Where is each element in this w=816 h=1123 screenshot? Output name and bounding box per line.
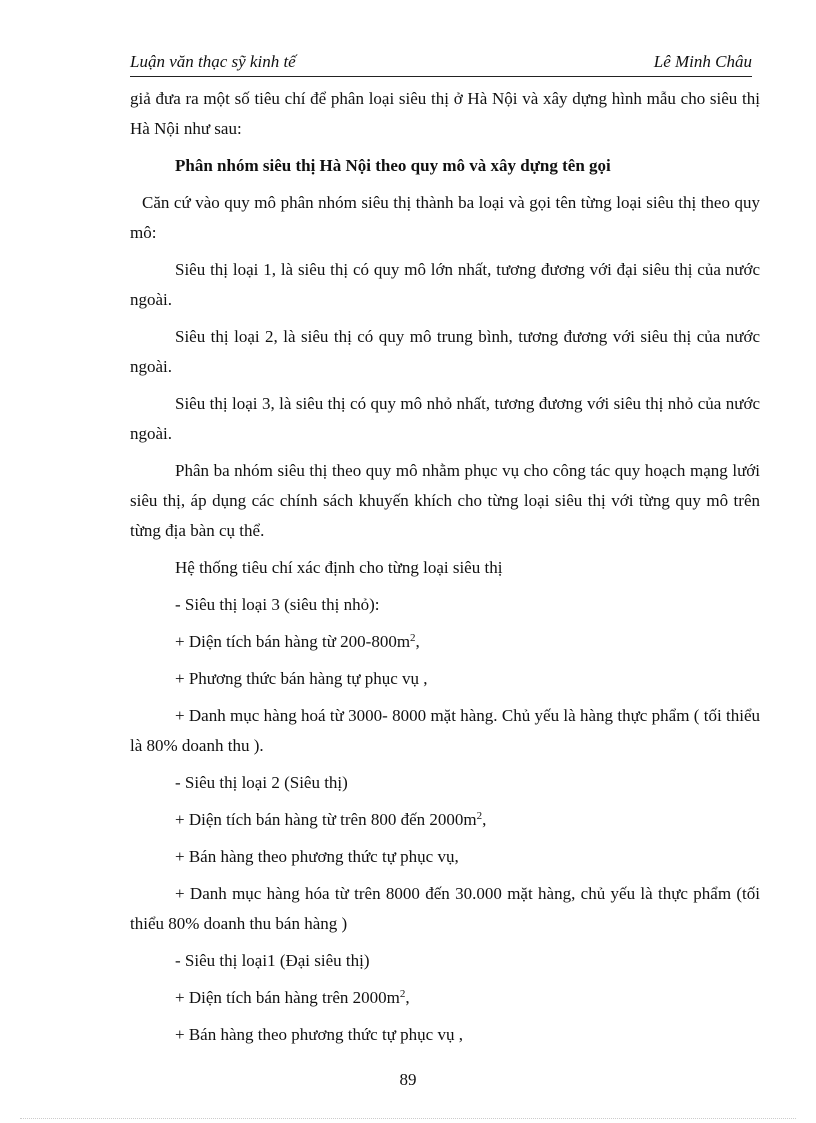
list-item-method-3: + Phương thức bán hàng tự phục vụ ,: [175, 669, 428, 688]
paragraph-type-2: Siêu thị loại 2, là siêu thị có quy mô trung bình, tương đương với siêu thị của nước ngoài.: [130, 327, 760, 376]
paragraph-purpose: Phân ba nhóm siêu thị theo quy mô nhằm phục vụ cho công tác quy hoạch mạng lưới siêu thị, áp dụng các chính sách khuyến khích cho từng loại siêu thị với từng quy mô trên từng địa bàn cụ thể.: [130, 461, 760, 540]
area-3-comma: ,: [415, 632, 420, 651]
list-item-method-2: + Bán hàng theo phương thức tự phục vụ,: [175, 847, 459, 866]
area-2-superscript: 2: [476, 810, 483, 822]
list-item-area-2: [130, 805, 760, 835]
paragraph-type-3: Siêu thị loại 3, là siêu thị có quy mô nhỏ nhất, tương đương với siêu thị nhỏ của nước ngoài.: [130, 394, 760, 443]
area-2-text: + Diện tích bán hàng từ trên 800 đến 2000m: [175, 810, 477, 829]
list-item-goods-2: + Danh mục hàng hóa từ trên 8000 đến 30.000 mặt hàng, chủ yếu là thực phẩm (tối thiểu 80% doanh thu bán hàng ): [130, 884, 760, 933]
list-item-area-3: [130, 627, 760, 657]
page-number: 89: [399, 1070, 417, 1089]
list-item-type-3: - Siêu thị loại 3 (siêu thị nhỏ):: [175, 595, 380, 614]
area-3-superscript: 2: [410, 632, 416, 644]
header-author: Lê Minh Châu: [653, 52, 752, 71]
paragraph-basis: Căn cứ vào quy mô phân nhóm siêu thị thành ba loại và gọi tên từng loại siêu thị theo quy mô:: [130, 193, 760, 242]
list-item-type-2: - Siêu thị loại 2 (Siêu thị): [175, 773, 348, 792]
list-item-goods-3: + Danh mục hàng hoá từ 3000- 8000 mặt hàng. Chủ yếu là hàng thực phẩm ( tối thiểu là 80% doanh thu ).: [130, 706, 760, 755]
area-3-text: + Diện tích bán hàng từ 200-800m: [175, 632, 411, 651]
area-1-text: + Diện tích bán hàng trên 2000m: [175, 988, 400, 1007]
list-item-type-1: - Siêu thị loại1 (Đại siêu thị): [175, 951, 370, 970]
list-item-method-1: + Bán hàng theo phương thức tự phục vụ ,: [175, 1025, 463, 1044]
paragraph-intro: giả đưa ra một số tiêu chí để phân loại siêu thị ở Hà Nội và xây dựng hình mẫu cho siêu thị Hà Nội như sau:: [130, 89, 760, 138]
section-heading: Phân nhóm siêu thị Hà Nội theo quy mô và xây dựng tên gọi: [175, 156, 611, 175]
header-thesis-title: Luận văn thạc sỹ kinh tế: [130, 52, 296, 71]
paragraph-type-1: Siêu thị loại 1, là siêu thị có quy mô lớn nhất, tương đương với đại siêu thị của nước ngoài.: [130, 260, 760, 309]
page-header: [130, 52, 752, 77]
page-bottom-divider: [20, 1118, 796, 1119]
area-1-superscript: 2: [399, 988, 406, 1000]
list-item-area-1: [130, 983, 760, 1013]
area-2-comma: ,: [482, 810, 487, 829]
criteria-heading: Hệ thống tiêu chí xác định cho từng loại siêu thị: [175, 558, 503, 577]
document-body: [130, 84, 760, 1050]
area-1-comma: ,: [405, 988, 410, 1007]
